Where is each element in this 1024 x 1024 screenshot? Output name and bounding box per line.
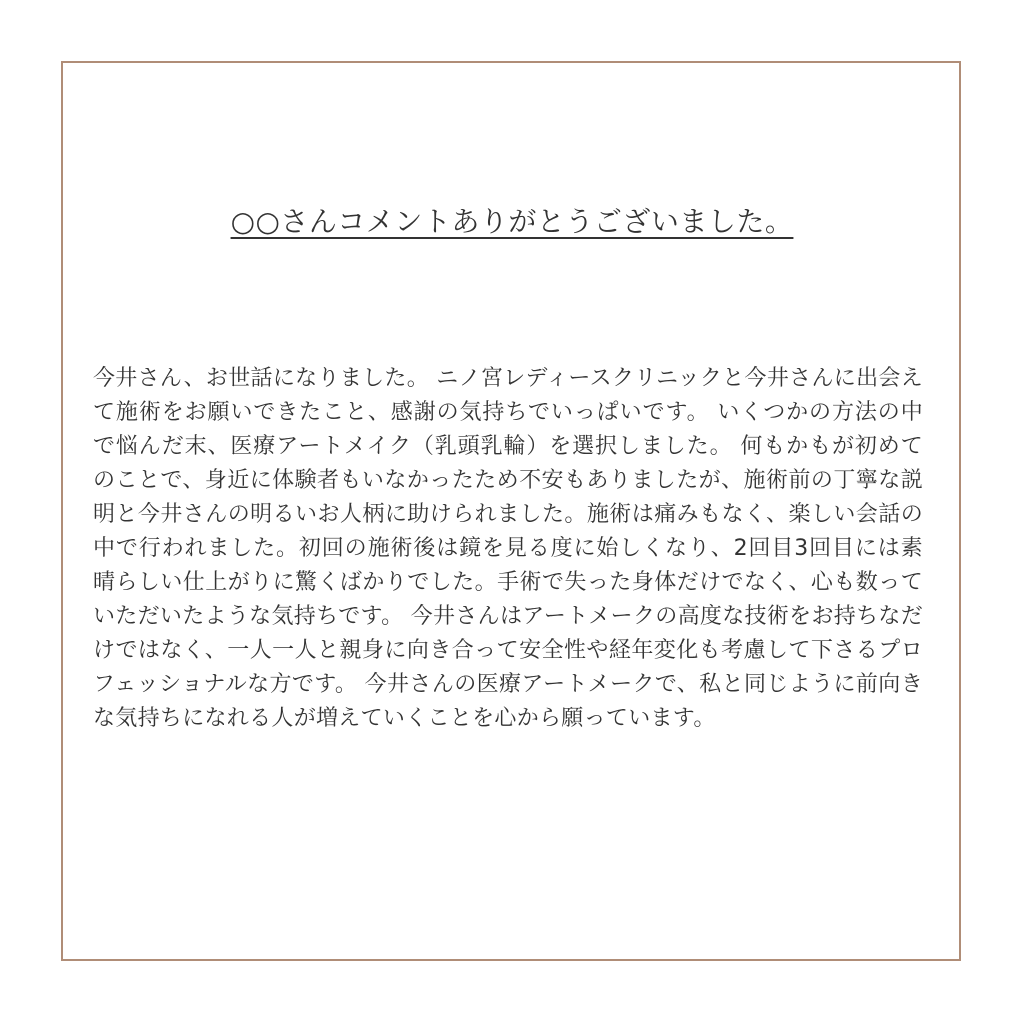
- comment-title-text: ○○さんコメントありがとうございました。: [230, 205, 794, 238]
- testimonial-body: 今井さん、お世話になりました。 ニノ宮レディースクリニックと今井さんに出会えて施術をお願いできたこと、感謝の気持ちでいっぱいです。 いくつかの方法の中で悩んだ末、医療アートメイク（乳頭乳輪）を選択しました。 何もかもが初めてのことで、身近に体験者もいなかったため不安もありましたが、施術前の丁寧な説明と今井さんの明るいお人柄に助けられました。施術は痛みもなく、楽しい会話の中で行われました。初回の施術後は鏡を見る度に始しくなり、2回目3回目には素晴らしい仕上がりに驚くばかりでした。手術で失った身体だけでなく、心も数っていただいたような気持ちです。 今井さんはアートメークの高度な技術をお持ちなだけではなく、一人一人と親身に向き合って安全性や経年変化も考慮して下さるプロフェッショナルな方です。 今井さんの医療アートメークで、私と同じように前向きな気持ちになれる人が増えていくことを心から願っています。: [93, 366, 923, 731]
- comment-title: [0, 200, 1024, 240]
